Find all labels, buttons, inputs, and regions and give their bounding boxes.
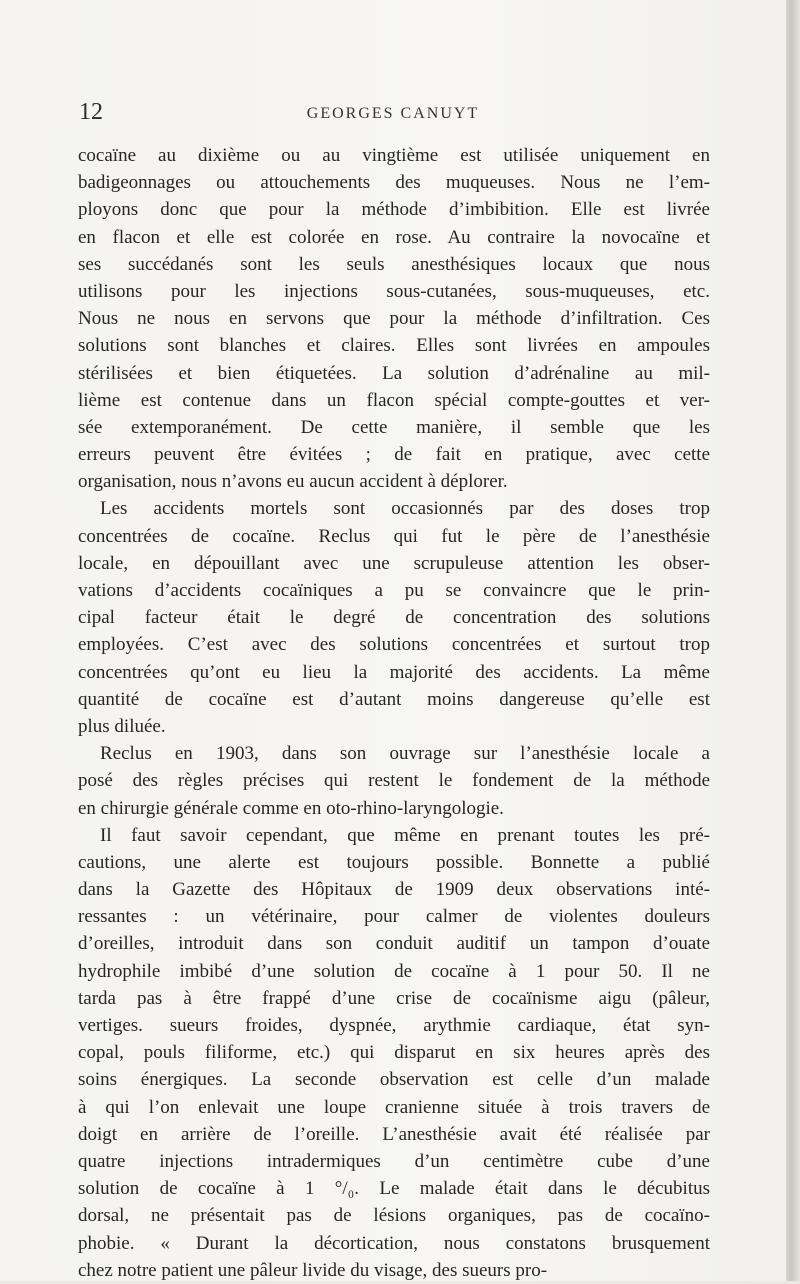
paragraph [78,142,710,495]
text-line: lième est contenue dans un flacon spécial compte-gouttes et ver- [78,389,710,411]
paragraph [78,495,710,740]
text-line: hydrophile imbibé d’une solution de cocaïne à 1 pour 50. Il ne [78,960,710,982]
text-line: copal, pouls filiforme, etc.) qui disparut en six heures après des [78,1042,710,1064]
text-line: erreurs peuvent être évitées ; de fait en pratique, avec cette [78,444,710,466]
running-title: GEORGES CANUYT [306,105,480,122]
text-line: à qui l’on enlevait une loupe cranienne située à trois travers de [78,1096,710,1118]
text-line: chez notre patient une pâleur livide du visage, des sueurs pro- [78,1259,548,1281]
text-line: Reclus en 1903, dans son ouvrage sur l’anesthésie locale a [100,743,710,765]
text-line: dorsal, ne présentait pas de lésions organiques, pas de cocaïno- [78,1205,710,1227]
paragraph [78,822,710,1284]
text-line: ressantes : un vétérinaire, pour calmer de violentes douleurs [78,906,710,928]
text-line: concentrées qu’ont eu lieu la majorité des accidents. La même [78,661,710,683]
text-line: d’oreilles, introduit dans son conduit auditif un tampon d’ouate [78,933,710,955]
text-line: ses succédanés sont les seuls anesthésiques locaux que nous [78,253,710,275]
text-line: employées. C’est avec des solutions concentrées et surtout trop [78,634,710,656]
text-line: concentrées de cocaïne. Reclus qui fut le père de l’anesthésie [78,525,710,547]
text-line: solution de cocaïne à 1 °/₀. Le malade était dans le décubitus [78,1178,710,1200]
text-line: en chirurgie générale comme en oto-rhino-laryngologie. [78,797,504,819]
text-line: posé des règles précises qui restent le fondement de la méthode [78,770,710,792]
text-line: Nous ne nous en servons que pour la méthode d’infiltration. Ces [78,308,710,330]
text-line: cipal facteur était le degré de concentration des solutions [78,607,710,629]
text-line: phobie. « Durant la décortication, nous constatons brusquement [78,1232,710,1254]
text-line: quantité de cocaïne est d’autant moins dangereuse qu’elle est [78,688,710,710]
text-line: doigt en arrière de l’oreille. L’anesthésie avait été réalisée par [78,1123,710,1145]
page-edge [786,0,800,1281]
text-line: ployons donc que pour la méthode d’imbibition. Elle est livrée [78,199,710,221]
text-line: cautions, une alerte est toujours possible. Bonnette a publié [78,851,710,873]
text-line: cocaïne au dixième ou au vingtième est utilisée uniquement en [78,145,710,166]
text-line: badigeonnages ou attouchements des muqueuses. Nous ne l’em- [78,172,710,194]
paragraph [78,740,710,822]
text-line: Les accidents mortels sont occasionnés par des doses trop [100,498,710,520]
text-line: sée extemporanément. De cette manière, il semble que les [78,416,710,438]
text-line: dans la Gazette des Hôpitaux de 1909 deux observations inté- [78,879,710,901]
text-line: en flacon et elle est colorée en rose. Au contraire la novocaïne et [78,226,710,248]
text-line: utilisons pour les injections sous-cutanées, sous-muqueuses, etc. [78,280,710,302]
page-number: 12 [79,99,103,125]
body-text [78,142,710,1284]
text-line: quatre injections intradermiques d’un centimètre cube d’une [78,1150,710,1172]
text-line: locale, en dépouillant avec une scrupuleuse attention les obser- [78,552,710,574]
text-line: stérilisées et bien étiquetées. La solution d’adrénaline au mil- [78,362,710,384]
text-line: tarda pas à être frappé d’une crise de cocaïnisme aigu (pâleur, [78,987,710,1009]
text-line: Il faut savoir cependant, que même en prenant toutes les pré- [100,824,710,846]
text-line: solutions sont blanches et claires. Elles sont livrées en ampoules [78,335,710,357]
text-line: soins énergiques. La seconde observation est celle d’un malade [78,1069,710,1091]
text-line: organisation, nous n’avons eu aucun accident à déplorer. [78,471,508,493]
page-header [0,99,786,131]
text-line: vertiges. sueurs froides, dyspnée, arythmie cardiaque, état syn- [78,1015,710,1036]
text-line: plus diluée. [78,715,166,737]
text-line: vations d’accidents cocaïniques a pu se convaincre que le prin- [78,580,710,601]
